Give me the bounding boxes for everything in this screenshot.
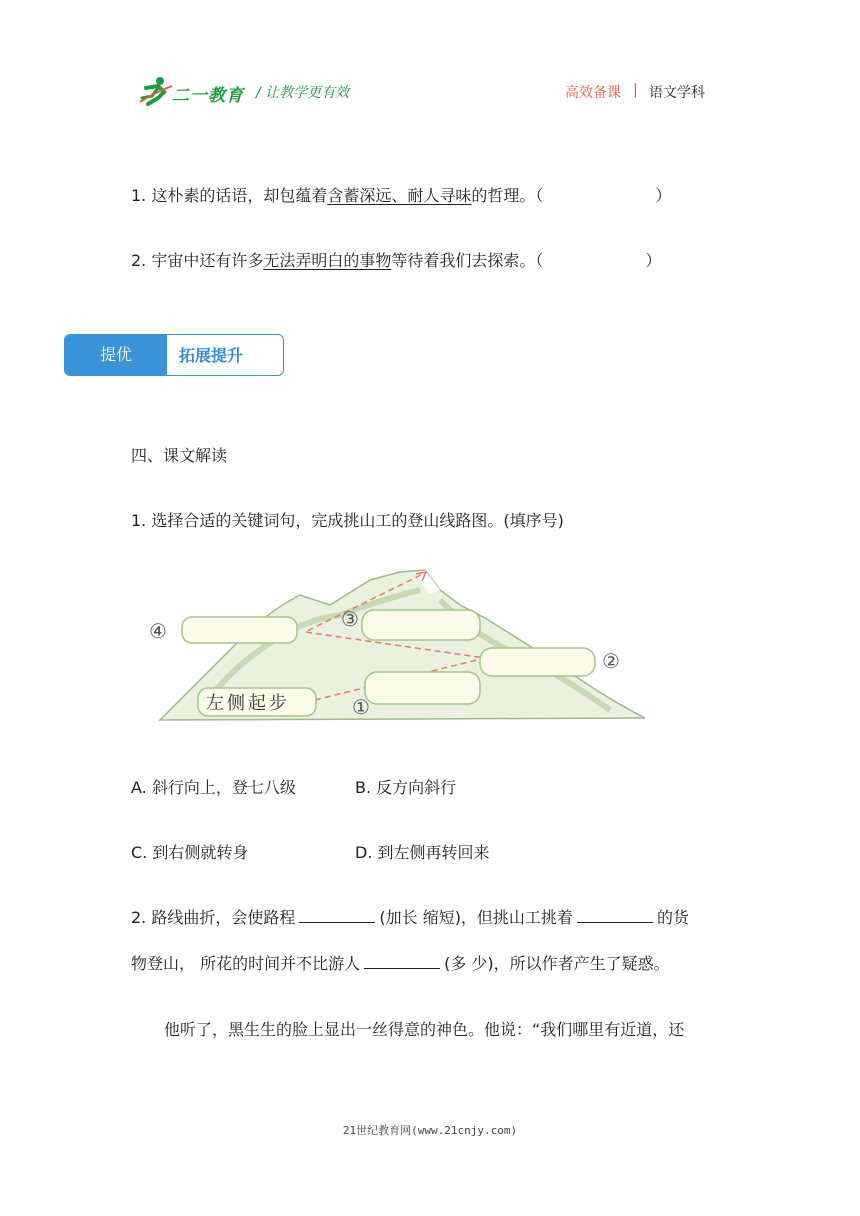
marker-2: ② <box>602 649 620 673</box>
answer-blank[interactable] <box>299 908 375 923</box>
option-c: C. 到右侧就转身 <box>131 843 249 862</box>
underlined-phrase: 无法弄明白的事物 <box>263 251 392 270</box>
slogan: / 让教学更有效 <box>256 85 350 101</box>
passage-text: 他听了，黑生生的脸上显出一丝得意的神色。他说：“我们哪里有近道，还 <box>164 1020 685 1039</box>
option-d: D. 到左侧再转回来 <box>355 843 490 862</box>
option-b: B. 反方向斜行 <box>355 778 457 797</box>
footer: 21世纪教育网(www.21cnjy.com) <box>342 1124 518 1137</box>
section-tag-right: 拓展提升 <box>179 346 244 365</box>
marker-3: ③ <box>341 607 359 631</box>
logo-text: 二一教育 <box>172 86 244 106</box>
option-a: A. 斜行向上，登七八级 <box>131 778 296 797</box>
mountain-route-diagram <box>140 560 660 735</box>
marker-4: ④ <box>149 619 167 643</box>
underlined-phrase: 含蓄深远、耐人寻味 <box>327 186 472 205</box>
header-separator: | <box>633 82 638 98</box>
marker-1: ① <box>352 695 370 719</box>
question-1: 1. 选择合适的关键词句，完成挑山工的登山线路图。(填序号) <box>131 511 564 530</box>
question-2-line-1: 2. 路线曲折，会使路程 (加长 缩短)，但挑山工挑着 的货 <box>131 908 689 927</box>
question-item-2: 2. 宇宙中还有许多无法弄明白的事物等待着我们去探索。（ ） <box>131 251 662 270</box>
section-title: 四、课文解读 <box>131 446 228 465</box>
section-tag <box>64 334 284 376</box>
start-label: 左侧起步 <box>206 693 290 713</box>
answer-blank[interactable] <box>364 954 440 969</box>
header-label-subject: 语文学科 <box>649 85 705 101</box>
section-tag-left: 提优 <box>65 335 167 375</box>
question-2-line-2: 物登山， 所花的时间并不比游人 (多 少)，所以作者产生了疑惑。 <box>131 954 670 973</box>
header-label-efficient: 高效备课 <box>565 85 621 101</box>
answer-blank[interactable] <box>577 908 653 923</box>
question-item-1: 1. 这朴素的话语，却包蕴着含蓄深远、耐人寻味的哲理。（ ） <box>131 186 672 205</box>
